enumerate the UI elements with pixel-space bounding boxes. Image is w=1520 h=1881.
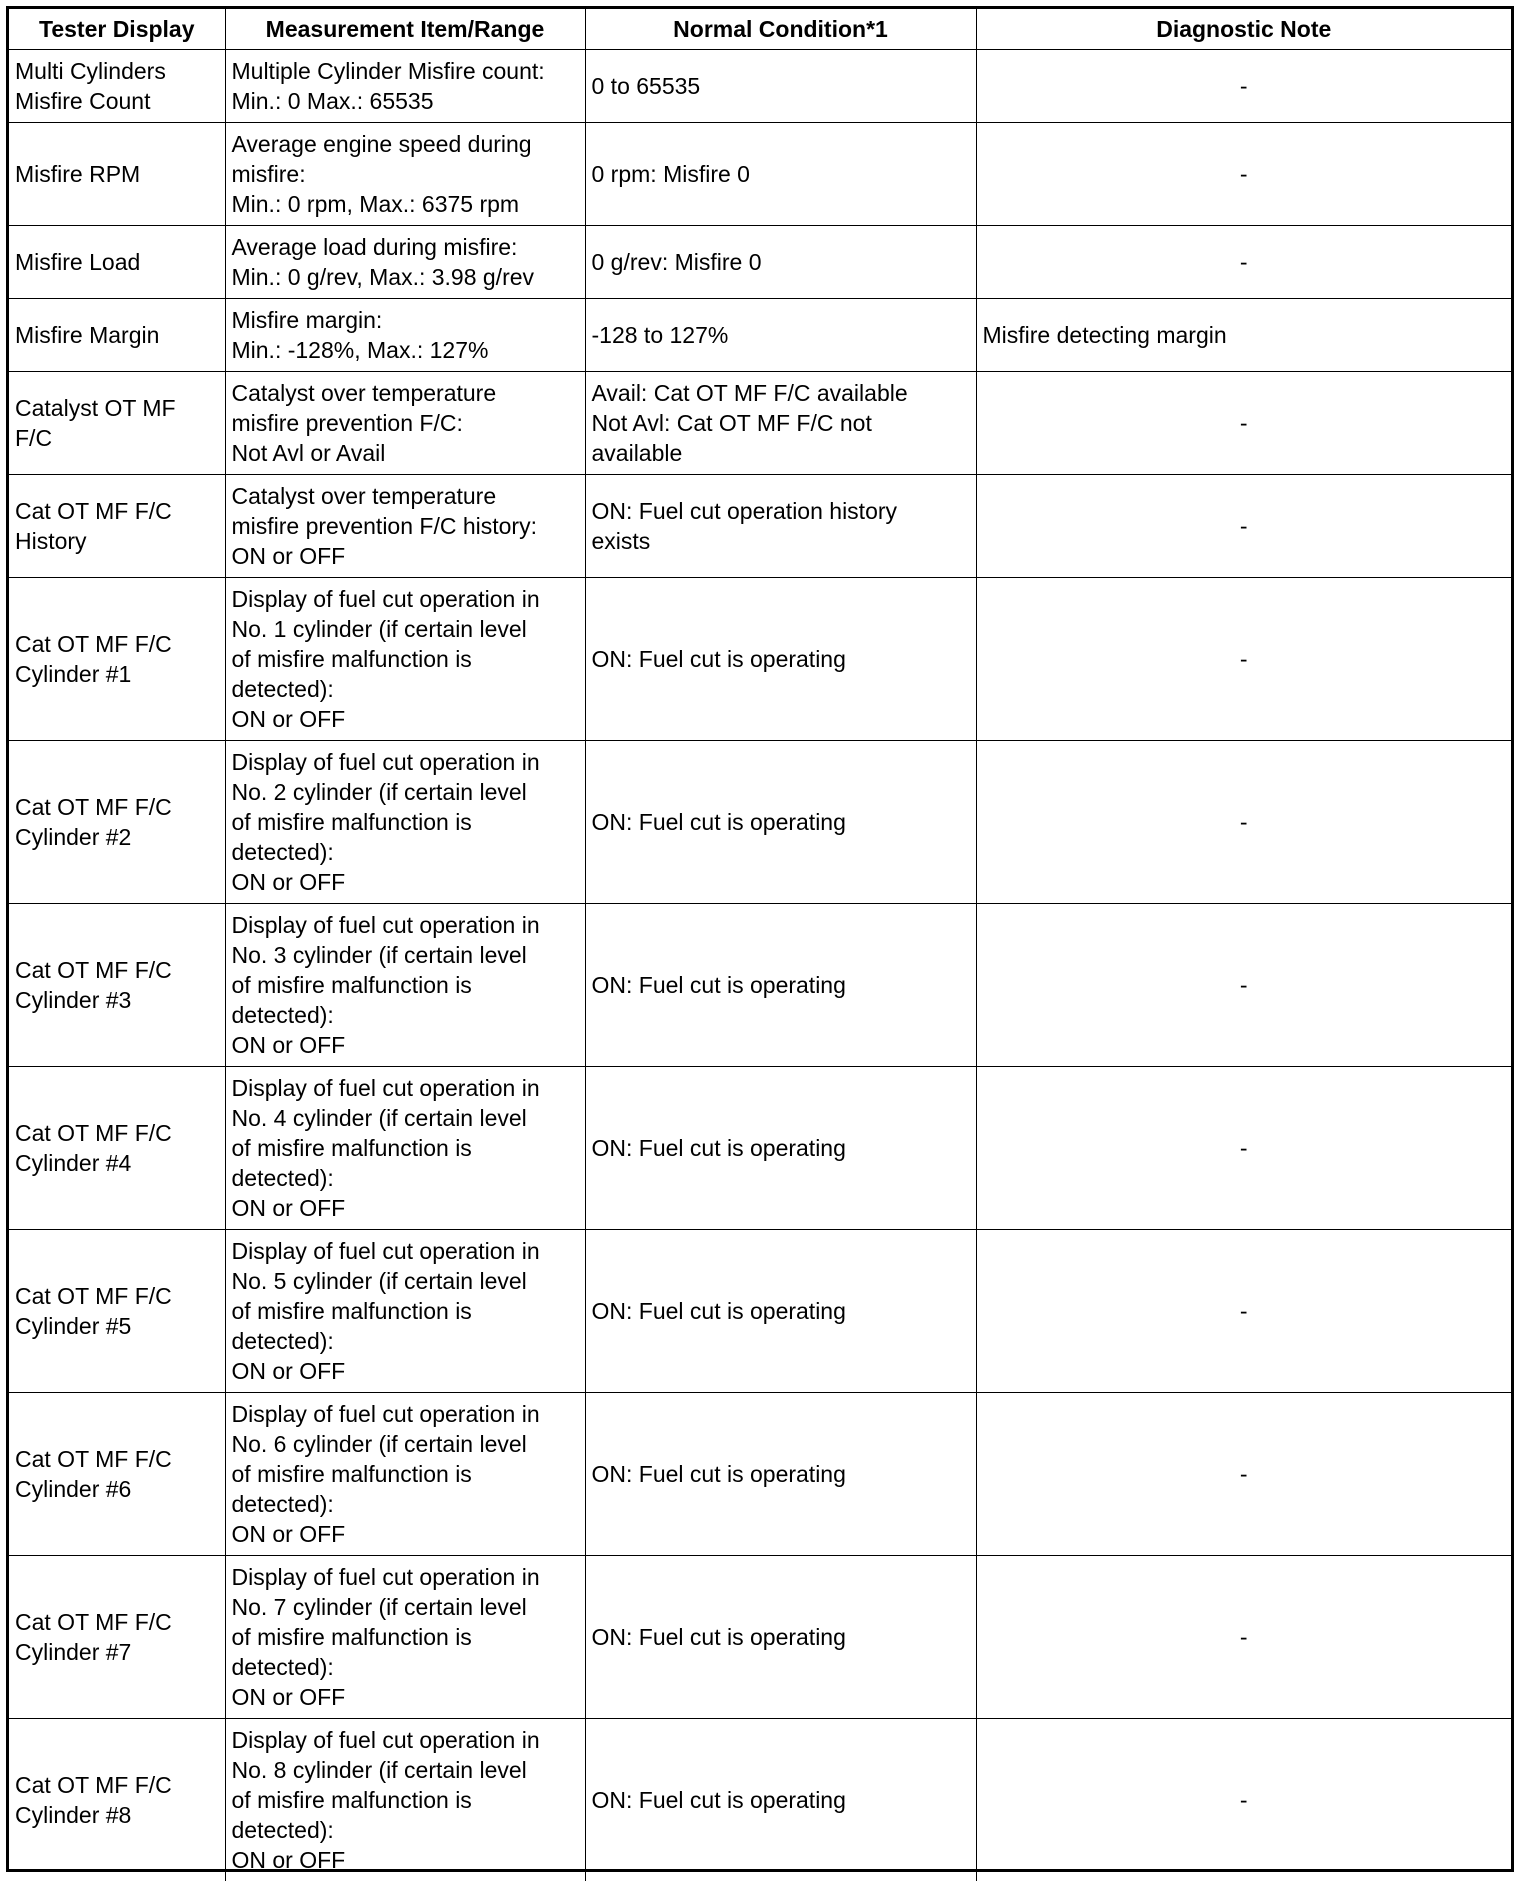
normal-condition-cell: ON: Fuel cut is operating xyxy=(585,1230,976,1393)
normal-condition-cell: 0 rpm: Misfire 0 xyxy=(585,123,976,226)
diagnostic-note-cell: - xyxy=(976,1719,1511,1881)
data-list-table xyxy=(9,9,1511,1881)
diagnostic-note-cell: - xyxy=(976,578,1511,741)
tester-display-cell: Cat OT MF F/C Cylinder #4 xyxy=(9,1067,225,1230)
measurement-cell: Display of fuel cut operation in No. 1 cylinder (if certain level of misfire malfunction is detected): ON or OFF xyxy=(225,578,585,741)
diagnostic-note-cell: - xyxy=(976,475,1511,578)
measurement-cell: Display of fuel cut operation in No. 8 cylinder (if certain level of misfire malfunction is detected): ON or OFF xyxy=(225,1719,585,1881)
measurement-cell: Average load during misfire: Min.: 0 g/rev, Max.: 3.98 g/rev xyxy=(225,226,585,299)
diagnostic-note-cell: - xyxy=(976,741,1511,904)
tester-display-cell: Cat OT MF F/C Cylinder #7 xyxy=(9,1556,225,1719)
table-row xyxy=(9,1719,1511,1881)
normal-condition-cell: -128 to 127% xyxy=(585,299,976,372)
table-row xyxy=(9,741,1511,904)
diagnostic-note-cell: - xyxy=(976,1067,1511,1230)
table-row xyxy=(9,475,1511,578)
normal-condition-cell: 0 to 65535 xyxy=(585,50,976,123)
table-row xyxy=(9,904,1511,1067)
measurement-cell: Catalyst over temperature misfire prevention F/C history: ON or OFF xyxy=(225,475,585,578)
measurement-cell: Catalyst over temperature misfire prevention F/C: Not Avl or Avail xyxy=(225,372,585,475)
tester-display-cell: Cat OT MF F/C Cylinder #3 xyxy=(9,904,225,1067)
measurement-cell: Display of fuel cut operation in No. 4 cylinder (if certain level of misfire malfunction is detected): ON or OFF xyxy=(225,1067,585,1230)
normal-condition-cell: ON: Fuel cut is operating xyxy=(585,1067,976,1230)
tester-display-cell: Cat OT MF F/C History xyxy=(9,475,225,578)
data-list-sheet xyxy=(6,6,1514,1872)
diagnostic-note-cell: - xyxy=(976,1230,1511,1393)
normal-condition-cell: ON: Fuel cut operation history exists xyxy=(585,475,976,578)
table-row xyxy=(9,299,1511,372)
measurement-cell: Display of fuel cut operation in No. 2 cylinder (if certain level of misfire malfunction is detected): ON or OFF xyxy=(225,741,585,904)
normal-condition-cell: 0 g/rev: Misfire 0 xyxy=(585,226,976,299)
diagnostic-note-cell: - xyxy=(976,123,1511,226)
header-diagnostic-note: Diagnostic Note xyxy=(976,9,1511,50)
normal-condition-cell: ON: Fuel cut is operating xyxy=(585,904,976,1067)
table-row xyxy=(9,226,1511,299)
normal-condition-cell: ON: Fuel cut is operating xyxy=(585,578,976,741)
header-tester-display: Tester Display xyxy=(9,9,225,50)
measurement-cell: Misfire margin: Min.: -128%, Max.: 127% xyxy=(225,299,585,372)
tester-display-cell: Cat OT MF F/C Cylinder #8 xyxy=(9,1719,225,1881)
measurement-cell: Display of fuel cut operation in No. 5 cylinder (if certain level of misfire malfunction is detected): ON or OFF xyxy=(225,1230,585,1393)
diagnostic-note-cell: - xyxy=(976,226,1511,299)
table-row xyxy=(9,1067,1511,1230)
table-row xyxy=(9,123,1511,226)
diagnostic-note-cell: - xyxy=(976,1393,1511,1556)
tester-display-cell: Misfire Margin xyxy=(9,299,225,372)
table-row xyxy=(9,578,1511,741)
diagnostic-note-cell: Misfire detecting margin xyxy=(976,299,1511,372)
tester-display-cell: Cat OT MF F/C Cylinder #6 xyxy=(9,1393,225,1556)
table-row xyxy=(9,1556,1511,1719)
normal-condition-cell: ON: Fuel cut is operating xyxy=(585,1556,976,1719)
measurement-cell: Display of fuel cut operation in No. 7 cylinder (if certain level of misfire malfunction is detected): ON or OFF xyxy=(225,1556,585,1719)
normal-condition-cell: ON: Fuel cut is operating xyxy=(585,741,976,904)
table-row xyxy=(9,50,1511,123)
diagnostic-note-cell: - xyxy=(976,50,1511,123)
header-normal-condition: Normal Condition*1 xyxy=(585,9,976,50)
normal-condition-cell: ON: Fuel cut is operating xyxy=(585,1719,976,1881)
measurement-cell: Average engine speed during misfire: Min.: 0 rpm, Max.: 6375 rpm xyxy=(225,123,585,226)
header-row xyxy=(9,9,1511,50)
table-row xyxy=(9,1393,1511,1556)
tester-display-cell: Cat OT MF F/C Cylinder #1 xyxy=(9,578,225,741)
measurement-cell: Multiple Cylinder Misfire count: Min.: 0 Max.: 65535 xyxy=(225,50,585,123)
diagnostic-note-cell: - xyxy=(976,372,1511,475)
header-measurement-item: Measurement Item/Range xyxy=(225,9,585,50)
normal-condition-cell: Avail: Cat OT MF F/C available Not Avl: Cat OT MF F/C not available xyxy=(585,372,976,475)
table-row xyxy=(9,1230,1511,1393)
tester-display-cell: Catalyst OT MF F/C xyxy=(9,372,225,475)
diagnostic-note-cell: - xyxy=(976,904,1511,1067)
measurement-cell: Display of fuel cut operation in No. 6 cylinder (if certain level of misfire malfunction is detected): ON or OFF xyxy=(225,1393,585,1556)
tester-display-cell: Cat OT MF F/C Cylinder #2 xyxy=(9,741,225,904)
tester-display-cell: Misfire Load xyxy=(9,226,225,299)
measurement-cell: Display of fuel cut operation in No. 3 cylinder (if certain level of misfire malfunction is detected): ON or OFF xyxy=(225,904,585,1067)
tester-display-cell: Cat OT MF F/C Cylinder #5 xyxy=(9,1230,225,1393)
tester-display-cell: Misfire RPM xyxy=(9,123,225,226)
table-row xyxy=(9,372,1511,475)
normal-condition-cell: ON: Fuel cut is operating xyxy=(585,1393,976,1556)
tester-display-cell: Multi Cylinders Misfire Count xyxy=(9,50,225,123)
diagnostic-note-cell: - xyxy=(976,1556,1511,1719)
